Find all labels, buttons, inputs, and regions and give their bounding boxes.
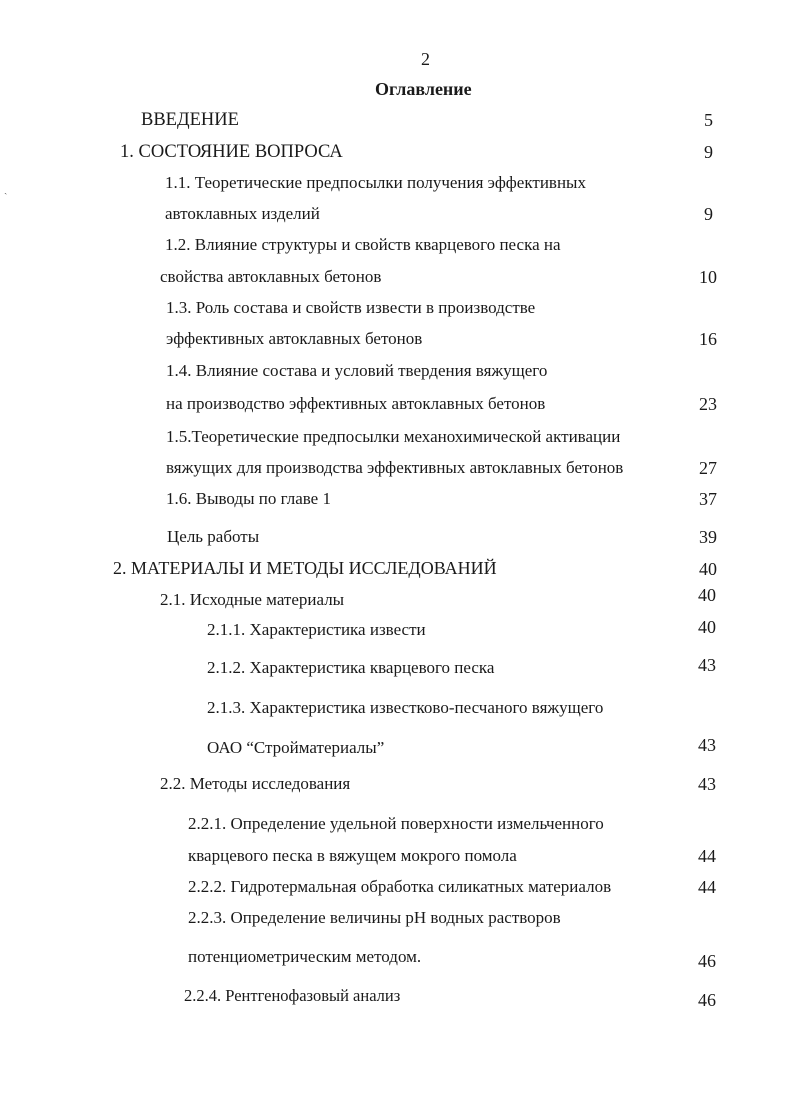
toc-entry-page: 40 [698, 617, 716, 637]
toc-entry-text-cont: на производство эффективных автоклавных бетонов [166, 394, 546, 413]
toc-entry-text: 1.4. Влияние состава и условий твердения вяжущего [166, 361, 548, 380]
toc-entry-page: 39 [699, 527, 717, 547]
toc-entry-page: 5 [704, 110, 713, 130]
toc-entry-text: 2.1.1. Характеристика извести [207, 620, 426, 639]
toc-entry-text: 1.5.Теоретические предпосылки механохимической активации [166, 427, 621, 446]
toc-entry-text-cont: вяжущих для производства эффективных автоклавных бетонов [166, 458, 624, 477]
toc-entry-page: 37 [699, 489, 717, 509]
toc-entry-text: 2.1.3. Характеристика известково-песчаного вяжущего [207, 698, 604, 717]
toc-entry-text: 2.1. Исходные материалы [160, 590, 345, 609]
page-number: 2 [421, 49, 430, 69]
toc-entry-page: 44 [698, 877, 716, 897]
toc-entry-text: 1.1. Теоретические предпосылки получения эффективных [165, 173, 586, 192]
toc-entry-page: 16 [699, 329, 717, 349]
toc-entry-text: 1. СОСТОЯНИЕ ВОПРОСА [120, 142, 343, 162]
toc-entry-text: ВВЕДЕНИЕ [141, 110, 239, 130]
toc-entry-text-cont: эффективных автоклавных бетонов [166, 329, 423, 348]
toc-entry-text: 2. МАТЕРИАЛЫ И МЕТОДЫ ИССЛЕДОВАНИЙ [113, 558, 497, 578]
toc-entry-page: 40 [698, 585, 716, 605]
toc-entry-page: 46 [698, 951, 716, 971]
toc-entry-page: 40 [699, 559, 717, 579]
toc-entry-page: 44 [698, 846, 716, 866]
toc-entry-text: 2.2.1. Определение удельной поверхности измельченного [188, 814, 604, 833]
toc-entry-page: 27 [699, 458, 717, 478]
toc-entry-text-cont: свойства автоклавных бетонов [160, 267, 382, 286]
toc-entry-text: 1.3. Роль состава и свойств извести в производстве [166, 298, 536, 317]
toc-entry-page: 46 [698, 990, 716, 1010]
toc-entry-text: 2.1.2. Характеристика кварцевого песка [207, 658, 495, 677]
toc-entry-text: 2.2. Методы исследования [160, 774, 351, 793]
toc-entry-page: 43 [698, 655, 716, 675]
toc-entry-page: 9 [704, 204, 713, 224]
stray-mark: ˏ [4, 184, 8, 195]
toc-entry-page: 43 [698, 735, 716, 755]
toc-entry-page: 9 [704, 142, 713, 162]
toc-entry-text-cont: ОАО “Стройматериалы” [207, 738, 385, 757]
toc-entry-text-cont: потенциометрическим методом. [188, 947, 422, 966]
toc-entry-text-cont: кварцевого песка в вяжущем мокрого помола [188, 846, 517, 865]
toc-entry-text: Цель работы [167, 527, 260, 546]
toc-entry-text: 2.2.4. Рентгенофазовый анализ [184, 986, 401, 1005]
toc-title: Оглавление [375, 79, 472, 99]
toc-entry-page: 23 [699, 394, 717, 414]
toc-entry-text: 1.6. Выводы по главе 1 [166, 489, 331, 508]
toc-entry-text: 2.2.3. Определение величины pH водных растворов [188, 908, 561, 927]
toc-entry-text: 2.2.2. Гидротермальная обработка силикатных материалов [188, 877, 612, 896]
toc-entry-text-cont: автоклавных изделий [165, 204, 320, 223]
toc-entry-text: 1.2. Влияние структуры и свойств кварцевого песка на [165, 235, 561, 254]
toc-entry-page: 10 [699, 267, 717, 287]
toc-entry-page: 43 [698, 774, 716, 794]
